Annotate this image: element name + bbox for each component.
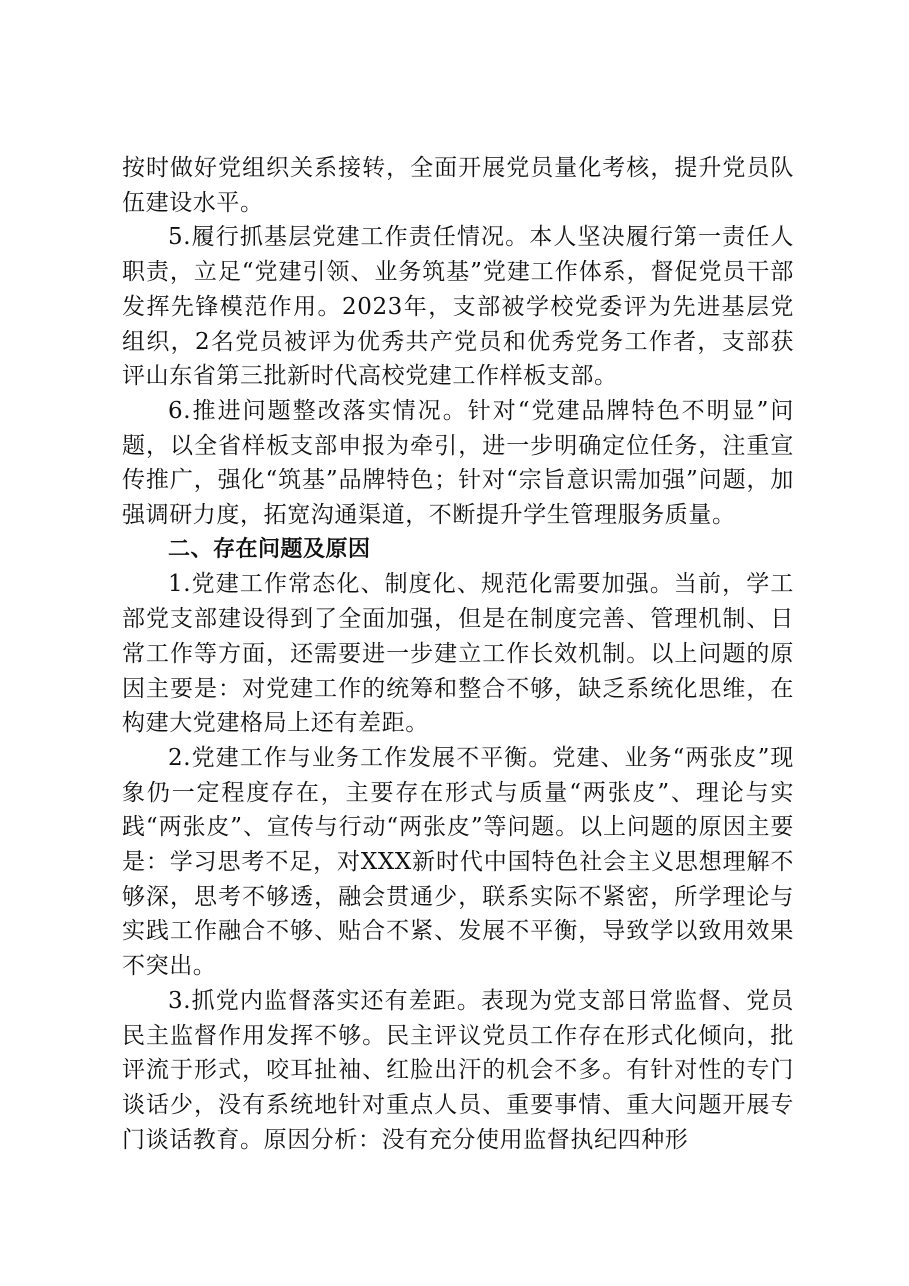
paragraph-problem-1: 1.党建工作常态化、制度化、规范化需要加强。当前，学工部党支部建设得到了全面加强，但是在制度完善、管理机制、日常工作等方面，还需要进一步建立工作长效机制。以上问题的原因主要是：对党建工作的统筹和整合不够，缺乏系统化思维，在构建大党建格局上还有差距。	[122, 571, 794, 737]
paragraph-problem-2: 2.党建工作与业务工作发展不平衡。党建、业务“两张皮”现象仍一定程度存在，主要存在形式与质量“两张皮”、理论与实践“两张皮”、宣传与行动“两张皮”等问题。以上问题的原因主要是：学习思考不足，对XXX新时代中国特色社会主义思想理解不够深，思考不够透，融会贯通少，联系实际不紧密，所学理论与实践工作融合不够、贴合不紧、发展不平衡，导致学以致用效果不突出。	[122, 744, 794, 980]
paragraph-item-5: 5.履行抓基层党建工作责任情况。本人坚决履行第一责任人职责，立足“党建引领、业务筑基”党建工作体系，督促党员干部发挥先锋模范作用。2023年，支部被学校党委评为先进基层党组织，2名党员被评为优秀共产党员和优秀党务工作者，支部获评山东省第三批新时代高校党建工作样板支部。	[122, 224, 794, 390]
section-heading: 二、存在问题及原因	[168, 536, 371, 562]
document-body	[122, 151, 794, 1157]
paragraph-problem-3: 3.抓党内监督落实还有差距。表现为党支部日常监督、党员民主监督作用发挥不够。民主评议党员工作存在形式化倾向，批评流于形式，咬耳扯袖、红脸出汗的机会不多。有针对性的专门谈话少，没有系统地针对重点人员、重要事情、重大问题开展专门谈话教育。原因分析：没有充分使用监督执纪四种形	[122, 987, 794, 1153]
paragraph-continued: 按时做好党组织关系接转，全面开展党员量化考核，提升党员队伍建设水平。	[122, 155, 794, 216]
paragraph-item-6: 6.推进问题整改落实情况。针对“党建品牌特色不明显”问题，以全省样板支部申报为牵引，进一步明确定位任务，注重宣传推广，强化“筑基”品牌特色；针对“宗旨意识需加强”问题，加强调研力度，拓宽沟通渠道，不断提升学生管理服务质量。	[122, 397, 794, 529]
